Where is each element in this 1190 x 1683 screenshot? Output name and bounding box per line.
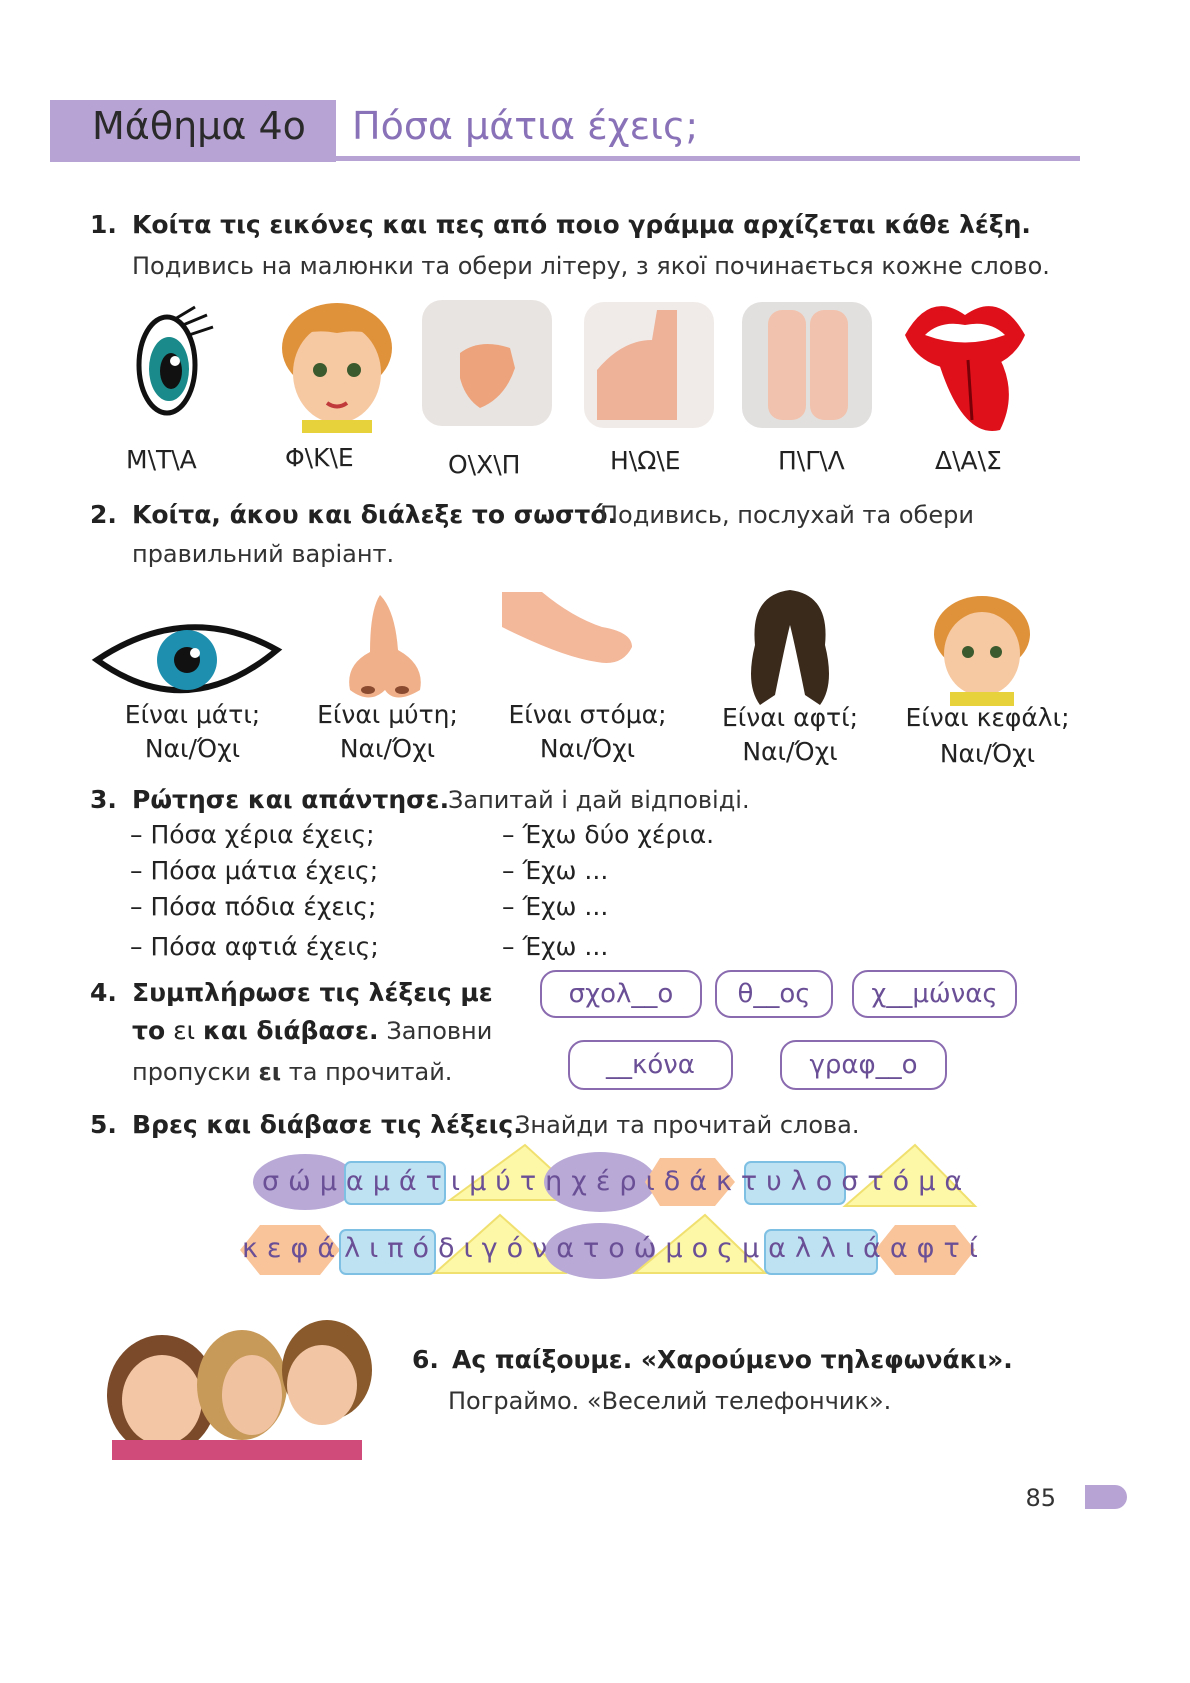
ex2-question-4: Είναι αφτί; (721, 703, 858, 732)
ex3-answer-2: – Έχω ... (502, 856, 609, 885)
header-underline (50, 156, 1080, 161)
eye-cartoon-icon (135, 305, 215, 425)
ex3-question-2: – Πόσα μάτια έχεις; (130, 856, 379, 885)
children-whispering-photo (92, 1300, 382, 1460)
ex1-caption-6: Δ\Α\Σ (935, 446, 1002, 475)
ex1-caption-5: Π\Γ\Λ (778, 446, 845, 475)
ex4-line2-ua: Заповни (386, 1017, 493, 1045)
ex5-number: 5. (90, 1110, 117, 1139)
ex5-instruction-gr: Βρες και διάβασε τις λέξεις. (132, 1110, 523, 1139)
word-search-row-1[interactable]: σώμαμάτιμύτηχέριδάκτυλοστόμα (262, 1166, 972, 1197)
knees-tile-image (740, 300, 875, 430)
ex3-question-3: – Πόσα πόδια έχεις; (130, 892, 377, 921)
ex4-line2 (132, 1016, 492, 1045)
ex1-instruction-gr: Κοίτα τις εικόνες και πες από ποιο γράμμα αρχίζεται κάθε λέξη. (132, 210, 1031, 239)
ex1-caption-1: Μ\Τ\Α (126, 445, 197, 474)
ex3-question-4: – Πόσα αφτιά έχεις; (130, 932, 379, 961)
word-box-1[interactable]: σχολ__ο (540, 970, 702, 1018)
word-box-3[interactable]: χ__μώνας (852, 970, 1017, 1018)
ex4-line2-bold-2: και διάβασε. (203, 1016, 379, 1045)
ex1-number: 1. (90, 210, 117, 239)
nose-image (340, 590, 430, 705)
ex4-number: 4. (90, 978, 117, 1007)
ex4-line1: Συμπλήρωσε τις λέξεις με (132, 978, 493, 1007)
ex4-line2-ei: ει (173, 1016, 196, 1045)
ex2-question-3: Είναι στόμα; (508, 700, 667, 729)
ex4-line3-ua-2: та прочитай. (288, 1058, 453, 1086)
word-box-2[interactable]: θ__ος (715, 970, 833, 1018)
hand-tile-image (420, 298, 555, 428)
ex2-answer-3[interactable]: Ναι/Όχι (539, 734, 636, 763)
ex3-answer-3: – Έχω ... (502, 892, 609, 921)
ex1-caption-4: Η\Ω\Ε (610, 446, 681, 475)
ex1-instruction-ua: Подивись на малюнки та обери літеру, з якої починається кожне слово. (132, 252, 1050, 280)
ex6-number: 6. (412, 1345, 439, 1374)
ex3-instruction-ua: Запитай і дай відповіді. (448, 786, 750, 814)
word-box-5[interactable]: γραφ__ο (780, 1040, 947, 1090)
ex2-answer-5[interactable]: Ναι/Όχι (939, 739, 1036, 768)
ex2-answer-1[interactable]: Ναι/Όχι (144, 734, 241, 763)
child-head-image (930, 592, 1035, 707)
ex5-instruction-ua: Знайди та прочитай слова. (515, 1111, 860, 1139)
ex2-number: 2. (90, 500, 117, 529)
shoulder-tile-image (582, 300, 717, 430)
child-face-image (272, 298, 402, 433)
ex3-question-1: – Πόσα χέρια έχεις; (130, 820, 375, 849)
ex2-instruction-gr: Κοίτα, άκου και διάλεξε το σωστό. (132, 500, 618, 529)
lesson-number: Μάθημα 4ο (92, 104, 306, 148)
ex4-line2-bold-1: το (132, 1016, 166, 1045)
page-number: 85 (1025, 1484, 1056, 1512)
lesson-title: Πόσα μάτια έχεις; (352, 104, 699, 148)
baby-arm-image (502, 587, 637, 677)
ex3-answer-1: – Έχω δύο χέρια. (502, 820, 715, 849)
tongue-lips-image (900, 290, 1030, 440)
ex4-line3 (132, 1058, 452, 1086)
ex2-answer-2[interactable]: Ναι/Όχι (339, 734, 436, 763)
word-search-row-2[interactable]: κεφάλιπόδιγόνατοώμοςμαλλιάαφτί (242, 1233, 987, 1264)
ex1-caption-3: Ο\Χ\Π (448, 450, 521, 479)
ex6-instruction-gr: Ας παίξουμε. «Χαρούμενο τηλεφωνάκι». (452, 1345, 1013, 1374)
ex4-line3-ua-1: пропуски (132, 1058, 251, 1086)
ex2-answer-4[interactable]: Ναι/Όχι (742, 737, 838, 766)
ex3-instruction-gr: Ρώτησε και απάντησε. (132, 785, 450, 814)
page-tab-marker (1085, 1485, 1127, 1509)
ex4-line3-ei: ει (258, 1058, 282, 1086)
realistic-eye-image (92, 615, 282, 705)
ex2-question-1: Είναι μάτι; (124, 700, 261, 729)
ex2-instruction-ua-2: правильний варіант. (132, 540, 395, 568)
ex2-question-2: Είναι μύτη; (317, 700, 458, 729)
ex2-question-5: Είναι κεφάλι; (905, 703, 1070, 732)
ex6-instruction-ua: Пограймо. «Веселий телефончик». (448, 1387, 892, 1415)
word-box-4[interactable]: __κόνα (568, 1040, 733, 1090)
ex2-instruction-ua-1: Подивись, послухай та обери (600, 501, 974, 529)
ex3-number: 3. (90, 785, 117, 814)
ex3-answer-4: – Έχω ... (502, 932, 609, 961)
hair-wig-image (745, 585, 835, 710)
ex1-caption-2: Φ\Κ\Ε (285, 443, 354, 472)
